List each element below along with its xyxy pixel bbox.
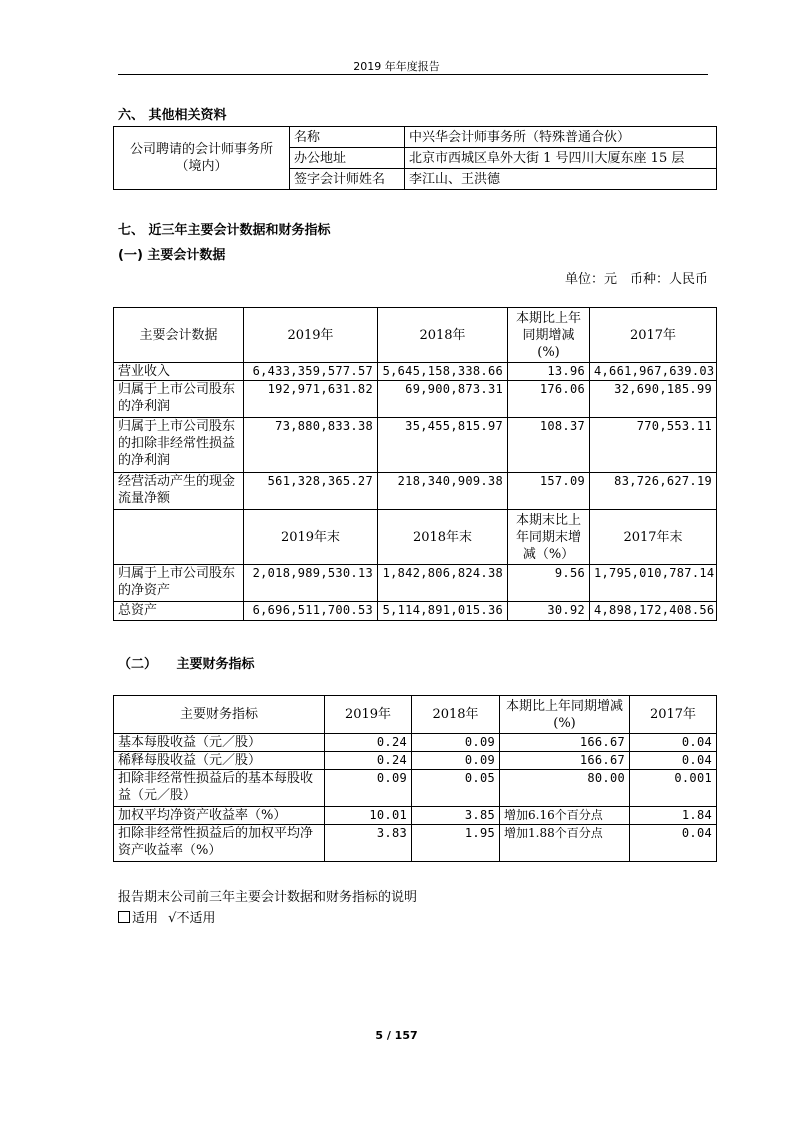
table-row <box>114 418 717 473</box>
note-text: 报告期末公司前三年主要会计数据和财务指标的说明 <box>118 890 418 905</box>
accounting-data-table <box>113 307 717 621</box>
cell: 0.04 <box>630 734 717 752</box>
cell: 1.95 <box>412 825 500 862</box>
col-header: 主要会计数据 <box>114 308 244 363</box>
cell: 1,842,806,824.38 <box>378 565 508 602</box>
row-label: 扣除非经常性损益后的加权平均净资产收益率（%） <box>114 825 325 862</box>
cell: 2,018,989,530.13 <box>244 565 378 602</box>
cell: 1.84 <box>630 807 717 825</box>
cell: 561,328,365.27 <box>244 473 378 510</box>
cell: 0.05 <box>412 770 500 807</box>
cell: 0.09 <box>325 770 412 807</box>
page-number: 5 / 157 <box>375 1029 418 1042</box>
cell: 6,696,511,700.53 <box>244 602 378 621</box>
cell: 32,690,185.99 <box>590 381 717 418</box>
row-label: 归属于上市公司股东的净利润 <box>114 381 244 418</box>
section7-title: 七、 近三年主要会计数据和财务指标 <box>118 223 331 238</box>
table-row <box>114 565 717 602</box>
cell: 83,726,627.19 <box>590 473 717 510</box>
cell: 增加1.88个百分点 <box>500 825 630 862</box>
cell: 166.67 <box>500 752 630 770</box>
not-applicable-label: √不适用 <box>168 911 216 926</box>
cell: 30.92 <box>508 602 590 621</box>
financial-indicators-table <box>113 695 717 862</box>
table-row <box>114 602 717 621</box>
cell: 10.01 <box>325 807 412 825</box>
table-row <box>114 807 717 825</box>
col-header: 2019年末 <box>244 510 378 565</box>
page-header: 2019 年年度报告 <box>353 60 440 73</box>
auditor-value: 北京市西城区阜外大街 1 号四川大厦东座 15 层 <box>405 148 717 169</box>
auditor-label: 公司聘请的会计师事务所（境内） <box>114 127 290 190</box>
cell: 增加6.16个百分点 <box>500 807 630 825</box>
unit-label: 单位：元 币种：人民币 <box>564 272 708 287</box>
col-header <box>114 510 244 565</box>
auditor-value: 中兴华会计师事务所（特殊普通合伙） <box>405 127 717 148</box>
cell: 0.04 <box>630 825 717 862</box>
table-row <box>114 825 717 862</box>
cell: 4,661,967,639.03 <box>590 363 717 381</box>
applicable-label: 适用 <box>132 911 159 926</box>
table-row <box>114 473 717 510</box>
row-label: 归属于上市公司股东的扣除非经常性损益的净利润 <box>114 418 244 473</box>
cell: 0.24 <box>325 734 412 752</box>
table-row <box>114 770 717 807</box>
auditor-key: 办公地址 <box>290 148 405 169</box>
table-row <box>114 734 717 752</box>
cell: 218,340,909.38 <box>378 473 508 510</box>
row-label: 基本每股收益（元／股） <box>114 734 325 752</box>
cell: 166.67 <box>500 734 630 752</box>
col-header: 2017年 <box>630 696 717 734</box>
cell: 157.09 <box>508 473 590 510</box>
col-header: 2017年 <box>590 308 717 363</box>
row-label: 总资产 <box>114 602 244 621</box>
cell: 108.37 <box>508 418 590 473</box>
cell: 3.85 <box>412 807 500 825</box>
cell: 0.09 <box>412 752 500 770</box>
subsection1-title: (一) 主要会计数据 <box>118 248 226 263</box>
row-label: 归属于上市公司股东的净资产 <box>114 565 244 602</box>
col-header: 主要财务指标 <box>114 696 325 734</box>
cell: 5,645,158,338.66 <box>378 363 508 381</box>
col-header: 2018年 <box>378 308 508 363</box>
col-header: 2019年 <box>244 308 378 363</box>
header-divider <box>118 74 708 75</box>
cell: 5,114,891,015.36 <box>378 602 508 621</box>
cell: 73,880,833.38 <box>244 418 378 473</box>
cell: 13.96 <box>508 363 590 381</box>
row-label: 经营活动产生的现金流量净额 <box>114 473 244 510</box>
cell: 0.24 <box>325 752 412 770</box>
col-header: 本期比上年同期增减(%) <box>508 308 590 363</box>
applicable-checkbox[interactable] <box>118 911 130 923</box>
cell: 9.56 <box>508 565 590 602</box>
auditor-table <box>113 126 717 190</box>
cell: 0.001 <box>630 770 717 807</box>
cell: 770,553.11 <box>590 418 717 473</box>
table-row <box>114 752 717 770</box>
auditor-key: 名称 <box>290 127 405 148</box>
col-header: 本期末比上年同期末增减（%） <box>508 510 590 565</box>
cell: 4,898,172,408.56 <box>590 602 717 621</box>
row-label: 稀释每股收益（元／股） <box>114 752 325 770</box>
col-header: 2018年 <box>412 696 500 734</box>
table-row <box>114 381 717 418</box>
col-header: 2018年末 <box>378 510 508 565</box>
cell: 0.04 <box>630 752 717 770</box>
applicability-options <box>118 907 215 926</box>
cell: 192,971,631.82 <box>244 381 378 418</box>
cell: 69,900,873.31 <box>378 381 508 418</box>
auditor-key: 签字会计师姓名 <box>290 169 405 190</box>
auditor-value: 李江山、王洪德 <box>405 169 717 190</box>
row-label: 营业收入 <box>114 363 244 381</box>
row-label: 加权平均净资产收益率（%） <box>114 807 325 825</box>
cell: 80.00 <box>500 770 630 807</box>
row-label: 扣除非经常性损益后的基本每股收益（元／股） <box>114 770 325 807</box>
section6-title: 六、 其他相关资料 <box>118 108 227 123</box>
col-header: 本期比上年同期增减(%) <box>500 696 630 734</box>
cell: 176.06 <box>508 381 590 418</box>
cell: 6,433,359,577.57 <box>244 363 378 381</box>
table-row <box>114 363 717 381</box>
cell: 3.83 <box>325 825 412 862</box>
col-header: 2017年末 <box>590 510 717 565</box>
cell: 0.09 <box>412 734 500 752</box>
col-header: 2019年 <box>325 696 412 734</box>
cell: 1,795,010,787.14 <box>590 565 717 602</box>
cell: 35,455,815.97 <box>378 418 508 473</box>
subsection2-title: （二） 主要财务指标 <box>118 657 255 672</box>
